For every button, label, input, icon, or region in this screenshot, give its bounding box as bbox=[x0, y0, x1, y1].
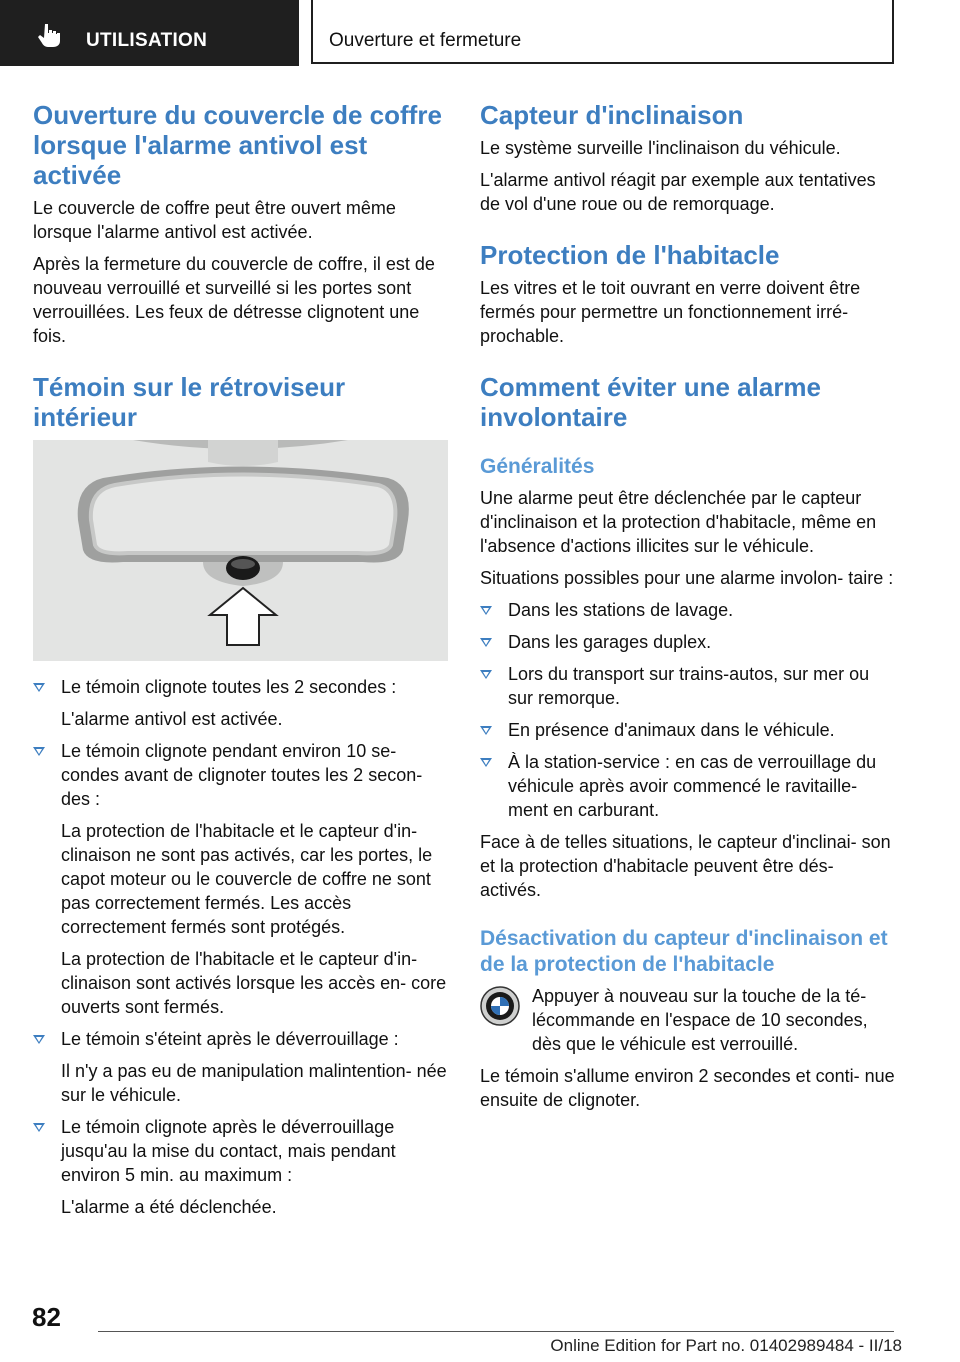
list-item: Le témoin clignote toutes les 2 secondes : L'alarme antivol est activée. bbox=[33, 675, 448, 731]
heading-deactivation: Désactivation du capteur d'inclinaison et de la protection de l'habitacle bbox=[480, 927, 888, 976]
list-item: À la station-service : en cas de verrouillage du véhicule après avoir commencé le ravitaille‐ ment en carburant. bbox=[480, 750, 898, 822]
rearview-mirror-image bbox=[33, 440, 448, 661]
paragraph: Le témoin s'allume environ 2 secondes et conti‐ nue ensuite de clignoter. bbox=[480, 1066, 895, 1110]
list-item: Lors du transport sur trains-autos, sur mer ou sur remorque. bbox=[480, 662, 898, 710]
heading-trunk-alarm: Ouverture du couvercle de coffre lorsque l'alarme antivol est activée bbox=[33, 100, 442, 190]
list-item: En présence d'animaux dans le véhicule. bbox=[480, 718, 898, 742]
list-item: Le témoin clignote après le déverrouillage jusqu'au la mise du contact, mais pendant environ 5 min. au maximum : L'alarme a été déclenchée. bbox=[33, 1115, 448, 1219]
bullet-triangle-icon bbox=[480, 726, 492, 735]
mirror-illustration bbox=[33, 440, 448, 661]
heading-mirror-indicator: Témoin sur le rétroviseur intérieur bbox=[33, 372, 346, 432]
paragraph: Situations possibles pour une alarme involon‐ taire : bbox=[480, 568, 894, 588]
heading-general: Généralités bbox=[480, 455, 595, 478]
paragraph: Le système surveille l'inclinaison du véhicule. bbox=[480, 138, 841, 158]
paragraph: Face à de telles situations, le capteur d'inclinai‐ son et la protection d'habitacle peuvent être dés‐ activés. bbox=[480, 832, 891, 900]
bullet-triangle-icon bbox=[480, 638, 492, 647]
list-item: Le témoin clignote pendant environ 10 se‐ condes avant de clignoter toutes les 2 secon‐ des : La protection de l'habitacle et le capteur d'in‐ clinaison ne sont pas activés, car les portes, le capot moteur ou le couvercle de coffre ne sont pas correctement fermés. Les accès correctement fermés sont protégés. La protection de l'habitacle et le capteur d'in‐ clinaison sont activés lorsque les accès en‐ core ouverts sont fermés. bbox=[33, 739, 448, 1019]
left-column bbox=[33, 100, 448, 1227]
right-column bbox=[480, 100, 898, 1120]
situation-list bbox=[480, 598, 898, 822]
hand-icon bbox=[36, 22, 62, 48]
key-instruction: Appuyer à nouveau sur la touche de la té‐ lécommande en l'espace de 10 secondes, dès que le véhicule est verrouillé. bbox=[480, 984, 898, 1056]
bullet-triangle-icon bbox=[480, 758, 492, 767]
bullet-triangle-icon bbox=[480, 606, 492, 615]
paragraph: Une alarme peut être déclenchée par le capteur d'inclinaison et la protection d'habitacle, même en l'absence d'actions illicites sur le véhicule. bbox=[480, 488, 877, 556]
footer-divider bbox=[98, 1331, 894, 1332]
paragraph: Après la fermeture du couvercle de coffre, il est de nouveau verrouillé et surveillé si les portes sont verrouillées. Les feux de détresse clignotent une fois. bbox=[33, 254, 435, 346]
paragraph: L'alarme antivol réagit par exemple aux tentatives de vol d'une roue ou de remorquage. bbox=[480, 170, 876, 214]
bullet-triangle-icon bbox=[33, 747, 45, 756]
indicator-list bbox=[33, 675, 448, 1219]
bmw-key-icon bbox=[480, 986, 520, 1026]
heading-avoid-alarm: Comment éviter une alarme involontaire bbox=[480, 372, 822, 432]
section-label: UTILISATION bbox=[86, 30, 208, 51]
list-item: Le témoin s'éteint après le déverrouillage : Il n'y a pas eu de manipulation malintention‐ née sur le véhicule. bbox=[33, 1027, 448, 1107]
paragraph: Les vitres et le toit ouvrant en verre doivent être fermés pour permettre un fonctionnement irré‐ prochable. bbox=[480, 278, 861, 346]
bullet-triangle-icon bbox=[33, 1035, 45, 1044]
section-tab bbox=[0, 0, 299, 66]
heading-tilt-sensor: Capteur d'inclinaison bbox=[480, 100, 744, 130]
edition-footer: Online Edition for Part no. 01402989484 - II/18 bbox=[550, 1336, 902, 1355]
bullet-triangle-icon bbox=[33, 683, 45, 692]
paragraph: Le couvercle de coffre peut être ouvert même lorsque l'alarme antivol est activée. bbox=[33, 198, 396, 242]
page-number: 82 bbox=[32, 1302, 61, 1332]
list-item: Dans les garages duplex. bbox=[480, 630, 898, 654]
heading-interior-protection: Protection de l'habitacle bbox=[480, 240, 780, 270]
list-item: Dans les stations de lavage. bbox=[480, 598, 898, 622]
bullet-triangle-icon bbox=[33, 1123, 45, 1132]
chapter-header bbox=[311, 0, 894, 64]
bullet-triangle-icon bbox=[480, 670, 492, 679]
chapter-label: Ouverture et fermeture bbox=[329, 30, 522, 51]
